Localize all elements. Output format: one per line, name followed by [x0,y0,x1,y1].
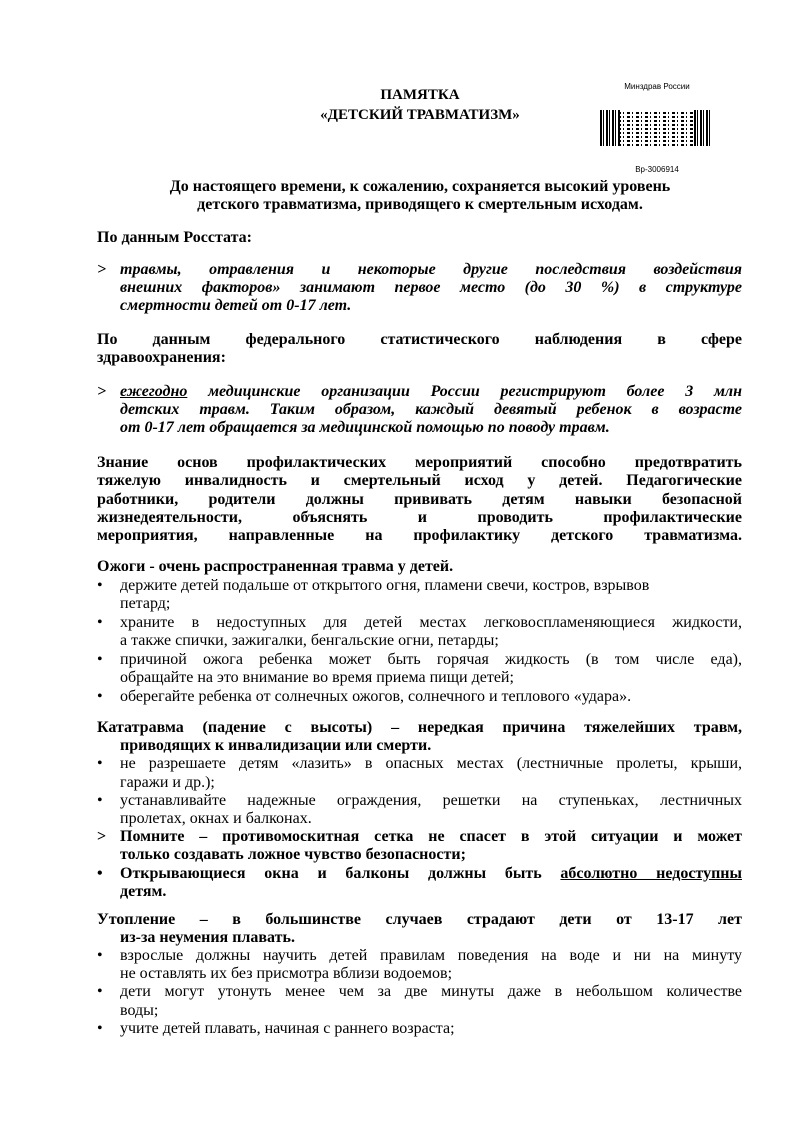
bullet-icon: • [97,947,103,965]
text-segment: Открывающиеся окна и балконы должны быть [120,864,561,882]
text-line: смертности детей от 0-17 лет. [120,297,352,314]
bullet-icon: • [97,1019,103,1037]
list-item-line: дети могут утонуть менее чем за две минуты даже в небольшом количестве [120,983,742,1001]
text-line: детских травм. Таким образом, каждый девятый ребенок в возрасте [120,401,742,418]
title-line: ПАМЯТКА [380,87,460,103]
arrow-marker-icon: > [97,828,107,846]
text-line: не оставлять их без присмотра вблизи водоемов; [120,965,453,983]
list-item-line: держите детей подальше от открытого огня, пламени свечи, костров, взрывов [120,576,650,594]
list-item-line: учите детей плавать, начиная с раннего возраста; [120,1019,455,1037]
text-line: Ожоги - очень распространенная травма у детей. [97,558,454,575]
list-item-line [120,383,742,401]
list-item-line: причиной ожога ребенка может быть горячая жидкость (в том числе еда), [120,650,742,668]
arrow-marker-icon: > [97,261,107,278]
list-item-line: не разрешаете детям «лазить» в опасных местах (лестничные пролеты, крыши, [120,755,742,773]
bullet-icon: • [97,791,103,809]
list-item-line: устанавливайте надежные ограждения, решетки на ступеньках, лестничных [120,791,742,809]
text-line: Кататравма (падение с высоты) – нередкая причина тяжелейших травм, [97,719,742,736]
bullet-icon: • [97,687,103,705]
text-line: Утопление – в большинстве случаев страдают дети от 13-17 лет [97,911,742,928]
list-item-line: травмы, отравления и некоторые другие последствия воздействия [120,261,742,278]
list-item-line: оберегайте ребенка от солнечных ожогов, солнечного и теплового «удара». [120,687,632,705]
text-line: только создавать ложное чувство безопасности; [120,846,466,864]
bullet-icon: • [97,576,103,594]
text-line: детям. [120,882,167,900]
text-line: приводящих к инвалидизации или смерти. [120,737,432,755]
text-segment: медицинские организации России регистрируют более 3 млн [187,383,742,400]
text-line: По данным федерального статистического наблюдения в сфере [97,331,742,348]
text-line: пролетах, окнах и балконах. [120,810,312,827]
text-line: воды; [120,1001,159,1019]
list-item-line: Помните – противомоскитная сетка не спасет в этой ситуации и может [120,828,742,846]
list-item-line: храните в недоступных для детей местах легковоспламеняющиеся жидкости, [120,613,742,631]
text-line: внешних факторов» занимают первое место (до 30 %) в структуре [120,279,742,296]
text-line: детского травматизма, приводящего к смертельным исходам. [197,196,643,213]
bullet-icon: • [97,650,103,668]
underlined-text: абсолютно недоступны [560,864,742,882]
list-item-line [120,865,742,883]
list-item-line: взрослые должны научить детей правилам поведения на воде и ни на минуту [120,947,742,965]
text-line: До настоящего времени, к сожалению, сохраняется высокий уровень [169,178,671,195]
text-line: здравоохранения: [97,349,226,366]
title-line: «ДЕТСКИЙ ТРАВМАТИЗМ» [320,107,520,123]
bullet-icon: • [97,755,103,773]
underlined-text: ежегодно [120,383,188,400]
document-title [250,85,590,125]
ministry-label: Минздрав России [624,82,690,91]
text-line: работники, родители должны прививать детям навыки безопасной [97,490,742,508]
text-line: а также спички, зажигалки, бенгальские огни, петарды; [120,632,499,649]
text-line: гаражи и др.); [120,773,215,791]
document-code: Вр-3006914 [635,165,679,174]
text-line: обращайте на это внимание во время приема пищи детей; [120,669,514,686]
text-line: По данным Росстата: [97,229,252,246]
bullet-icon: • [97,613,103,631]
text-line: из-за неумения плавать. [120,929,295,947]
text-line: тяжелую инвалидность и смертельный исход у детей. Педагогические [97,472,742,490]
bullet-icon: • [97,864,103,882]
text-line: от 0-17 лет обращается за медицинской помощью по поводу травм. [120,419,610,436]
arrow-marker-icon: > [97,383,107,400]
text-line: мероприятия, направленные на профилактику детского травматизма. [97,527,742,545]
text-line: жизнедеятельности, объяснять и проводить профилактические [97,508,742,526]
bullet-icon: • [97,983,103,1001]
barcode-image [600,110,712,146]
text-line: петард; [120,595,171,612]
text-line: Знание основ профилактических мероприятий способно предотвратить [97,454,742,471]
